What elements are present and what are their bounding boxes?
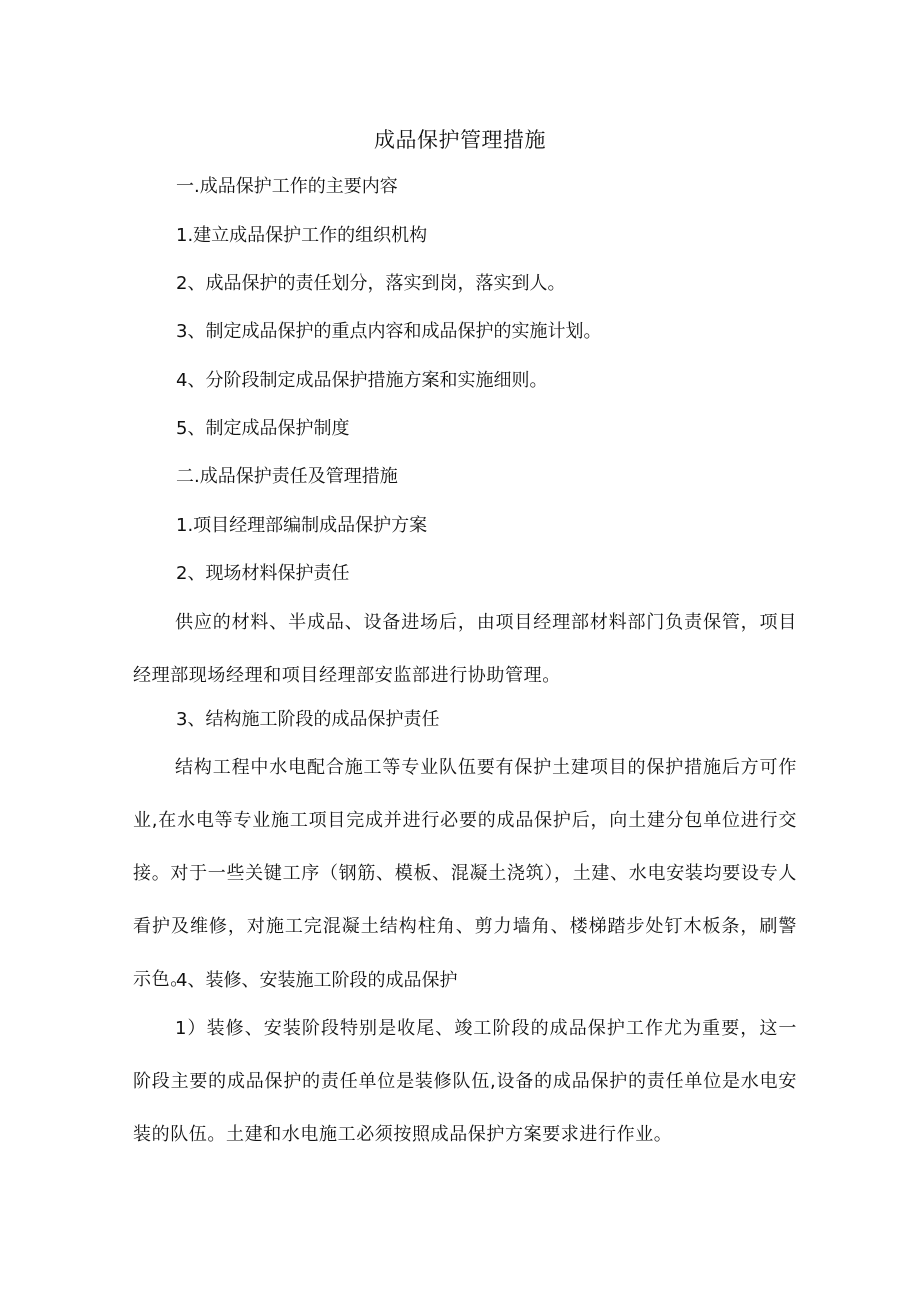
paragraph-structure: 结构工程中水电配合施工等专业队伍要有保护土建项目的保护措施后方可作业,在水电等专业施工项目完成并进行必要的成品保护后，向土建分包单位进行交接。对于一些关键工序（钢筋、模板、混凝土浇筑），土建、水电安装均要设专人看护及维修，对施工完混凝土结构柱角、剪力墙角、楼梯踏步处钉木板条，刷警示色。: [133, 757, 797, 990]
section-heading-2: 二.成品保护责任及管理措施: [176, 466, 398, 487]
subsection-heading-3: 3、结构施工阶段的成品保护责任: [176, 709, 440, 730]
list-item-5: 5、制定成品保护制度: [176, 418, 350, 439]
paragraph-decoration: 1）装修、安装阶段特别是收尾、竣工阶段的成品保护工作尤为重要，这一阶段主要的成品保护的责任单位是装修队伍,设备的成品保护的责任单位是水电安装的队伍。土建和水电施工必须按照成品保护方案要求进行作业。: [133, 1018, 797, 1145]
paragraph-materials: 供应的材料、半成品、设备进场后，由项目经理部材料部门负责保管，项目经理部现场经理和项目经理部安监部进行协助管理。: [133, 612, 797, 686]
page-title: 成品保护管理措施: [374, 128, 546, 152]
subsection-heading-2: 2、现场材料保护责任: [176, 563, 350, 584]
list-item-2: 2、成品保护的责任划分，落实到岗，落实到人。: [176, 273, 566, 294]
list-item-1: 1.建立成品保护工作的组织机构: [176, 225, 428, 246]
subsection-heading-4: 4、装修、安装施工阶段的成品保护: [176, 970, 458, 991]
list-item-3: 3、制定成品保护的重点内容和成品保护的实施计划。: [176, 321, 602, 342]
subsection-heading-1: 1.项目经理部编制成品保护方案: [176, 515, 428, 536]
list-item-4: 4、分阶段制定成品保护措施方案和实施细则。: [176, 370, 548, 391]
section-heading-1: 一.成品保护工作的主要内容: [176, 176, 398, 197]
